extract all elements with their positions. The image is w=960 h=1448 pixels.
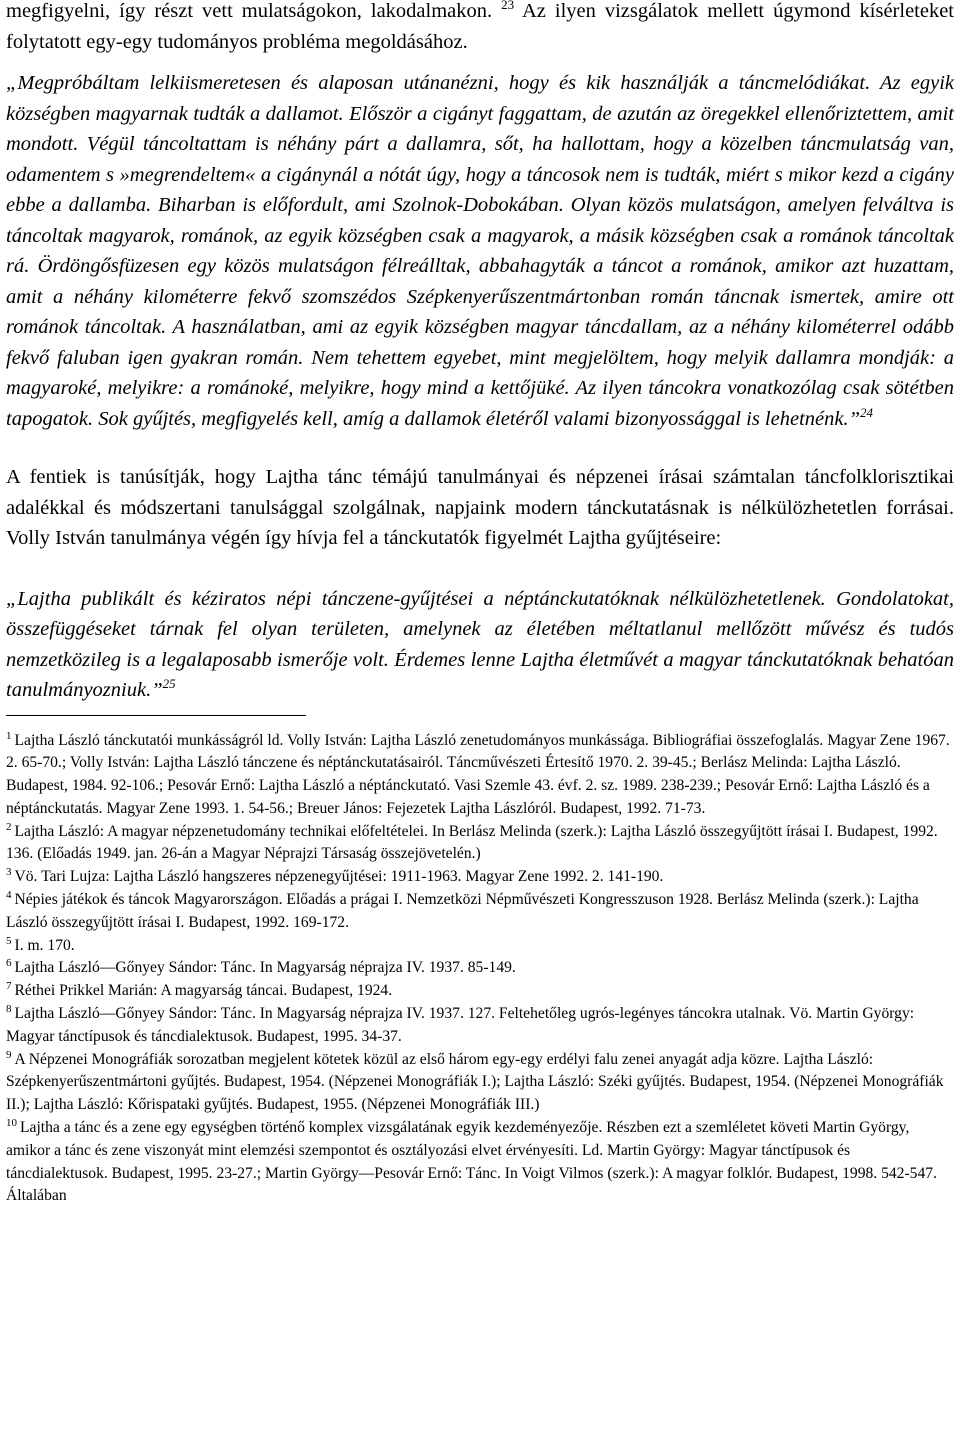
footnote-3 xyxy=(6,866,954,889)
footnote-2 xyxy=(6,821,954,867)
footnote-10 xyxy=(6,1117,954,1208)
paragraph-main: A fentiek is tanúsítják, hogy Lajtha tánc témájú tanulmányai és népzenei írásai számtalan táncfolklorisztikai adalékkal és módszertani tanulsággal szolgálnak, napjaink modern tánckutatásnak is nélkülözhetetlen forrásai. Volly István tanulmánya végén így hívja fel a tánckutatók figyelmét Lajtha gyűjtéseire: xyxy=(6,466,954,549)
footnote-separator xyxy=(6,715,306,716)
footnote-ref-24: 24 xyxy=(860,404,873,420)
paragraph-intro xyxy=(6,0,954,57)
footnote-text: Népies játékok és táncok Magyarországon. Előadás a prágai I. Nemzetközi Népművészeti Kongresszuson 1928. Berlász Melinda (szerk.): Lajtha László összegyűjtött írásai I. Budapest, 1992. 169-172. xyxy=(6,891,919,931)
footnote-ref-25: 25 xyxy=(162,676,176,691)
footnote-number: 4 xyxy=(6,889,12,902)
footnote-text: Vö. Tari Lujza: Lajtha László hangszeres népzenegyűjtései: 1911-1963. Magyar Zene 1992. 2. 141-190. xyxy=(14,868,664,886)
footnote-number: 10 xyxy=(6,1117,17,1130)
paragraph-intro-text-a: megfigyelni, így részt vett mulatságokon, lakodalmakon. xyxy=(6,0,493,22)
block-quote-2 xyxy=(6,584,954,706)
footnote-text: Lajtha László—Gőnyey Sándor: Tánc. In Magyarság néprajza IV. 1937. 127. Feltehetőleg ugrós-legényes táncokra utalnak. Vö. Martin György: Magyar tánctípusok és táncdialektusok. Budapest, 1995. 34-37. xyxy=(6,1005,915,1045)
footnote-number: 5 xyxy=(6,934,12,947)
block-quote-1-text: „Megpróbáltam lelkiismeretesen és alaposan utánanézni, hogy és kik használják a táncmelódiákat. Az egyik községben magyarnak tudták a dallamot. Először a cigányt faggattam, de azután az öregekkel ellenőriztettem, amit mondott. Végül táncoltattam is néhány párt a dallamra, sőt, ha hallottam, hogy a közelben táncmulatság van, odamentem s »megrendeltem« a cigánynál a nótát úgy, hogy a táncosok nem is tudták, miért s mikor kezd a cigány ebbe a dallamba. Biharban is előfordult, ami Szolnok-Dobokában. Olyan közös mulatságon, amelyen felváltva is táncoltak magyarok, románok, az egyik községben csak a magyarok, a másik községben csak a románok táncoltak rá. Ördöngősfüzesen egy közös mulatságon félreálltak, abbahagyták a táncot a románok, amikor azt huzattam, amit a néhány kilométerre fekvő szomszédos Szépkenyerűszentmártonban román táncnak ismertek, amire ott románok táncoltak. A használatban, ami az egyik községben magyar táncdallam, az a néhány kilométerrel odább fekvő faluban igen gyakran román. Nem tehettem egyebet, mint megjelöltem, hogy melyik dallamra mondják: a magyaroké, melyikre: a románoké, melyikre, hogy mind a kettőjüké. Az ilyen táncokra vonatkozólag csak sötétben tapogatok. Sok gyűjtés, megfigyelés kell, amíg a dallamok életéről valami bizonyossággal is lehetnénk.” xyxy=(6,72,954,430)
footnote-5 xyxy=(6,935,954,958)
footnote-1 xyxy=(6,730,954,821)
footnote-text: A Népzenei Monográfiák sorozatban megjelent kötetek közül az első három egy-egy erdélyi falu zenei anyagát adja közre. Lajtha László: Szépkenyerűszentmártoni gyűjtés. Budapest, 1954. (Népzenei Monográfiák I.); Lajtha László: Széki gyűjtés. Budapest, 1954. (Népzenei Monográfiák II.); Lajtha László: Kőrispataki gyűjtés. Budapest, 1955. (Népzenei Monográfiák III.) xyxy=(6,1050,944,1114)
block-quote-2-text: „Lajtha publikált és kéziratos népi tánczene-gyűjtései a néptánckutatóknak nélkülözhetetlenek. Gondolatokat, összefüggéseket tárnak fel olyan területen, amelynek az életében méltatlanul mellőzött művész és tudós nemzetközileg is a legalaposabb ismerője volt. Érdemes lenne Lajtha életművét a magyar tánckutatóknak behatóan tanulmányozniuk.” xyxy=(6,587,954,701)
footnote-number: 6 xyxy=(6,957,12,970)
document-page xyxy=(6,0,954,1208)
footnote-text: I. m. 170. xyxy=(14,936,75,954)
footnote-ref-23: 23 xyxy=(501,0,515,12)
footnote-6 xyxy=(6,957,954,980)
block-quote-1 xyxy=(6,68,954,434)
footnote-9 xyxy=(6,1049,954,1117)
footnote-8 xyxy=(6,1003,954,1049)
footnote-text: Lajtha László: A magyar népzenetudomány technikai előfeltételei. In Berlász Melinda (szerk.): Lajtha László összegyűjtött írásai I. Budapest, 1992. 136. (Előadás 1949. jan. 26-án a Magyar Néprajzi Társaság összejövetelén.) xyxy=(6,822,938,863)
footnotes xyxy=(6,730,954,1209)
footnote-text: Lajtha László—Gőnyey Sándor: Tánc. In Magyarság néprajza IV. 1937. 85-149. xyxy=(14,959,516,977)
spacer xyxy=(6,554,954,584)
footnote-number: 8 xyxy=(6,1003,12,1016)
spacer xyxy=(6,57,954,68)
spacer xyxy=(6,434,954,462)
footnote-text: Lajtha a tánc és a zene egy egységben történő komplex vizsgálatának egyik kezdeményezője. Részben ezt a szemléletet követi Martin György, amikor a tánc és zene viszonyát mint elemzési szempontot és osztályozási elvet érvényesíti. Ld. Martin György: Magyar tánctípusok és táncdialektusok. Budapest, 1995. 23-27.; Martin György—Pesovár Ernő: Tánc. In Voigt Vilmos (szerk.): A magyar folklór. Budapest, 1998. 542-547. Általában xyxy=(6,1119,937,1205)
footnote-number: 9 xyxy=(6,1048,12,1061)
footnote-4 xyxy=(6,889,954,935)
footnote-7 xyxy=(6,980,954,1003)
footnote-number: 2 xyxy=(6,820,12,833)
footnote-text: Réthei Prikkel Marián: A magyarság táncai. Budapest, 1924. xyxy=(14,982,393,1000)
paragraph-intro-text-b: Az ilyen vizsgálatok mellett úgymond kísérleteket folytatott egy-egy tudományos probléma megoldásához. xyxy=(6,0,955,53)
footnote-number: 7 xyxy=(6,980,12,993)
footnote-number: 3 xyxy=(6,866,12,879)
footnote-text: Lajtha László tánckutatói munkásságról ld. Volly István: Lajtha László zenetudományos munkássága. Bibliográfiai összefoglalás. Magyar Zene 1967. 2. 65-70.; Volly István: Lajtha László tánczene és néptánckutatásairól. Táncművészeti Értesítő 1970. 2. 39-45.; Berlász Melinda: Lajtha László. Budapest, 1984. 92-106.; Pesovár Ernő: Lajtha László a néptánckutató. Vasi Szemle 43. évf. 2. sz. 1989. 238-239.; Pesovár Ernő: Lajtha László és a néptánckutatás. Magyar Zene 1993. 1. 54-56.; Breuer János: Fejezetek Lajtha Lászlóról. Budapest, 1992. 71-73. xyxy=(6,731,950,817)
footnote-number: 1 xyxy=(6,729,12,742)
